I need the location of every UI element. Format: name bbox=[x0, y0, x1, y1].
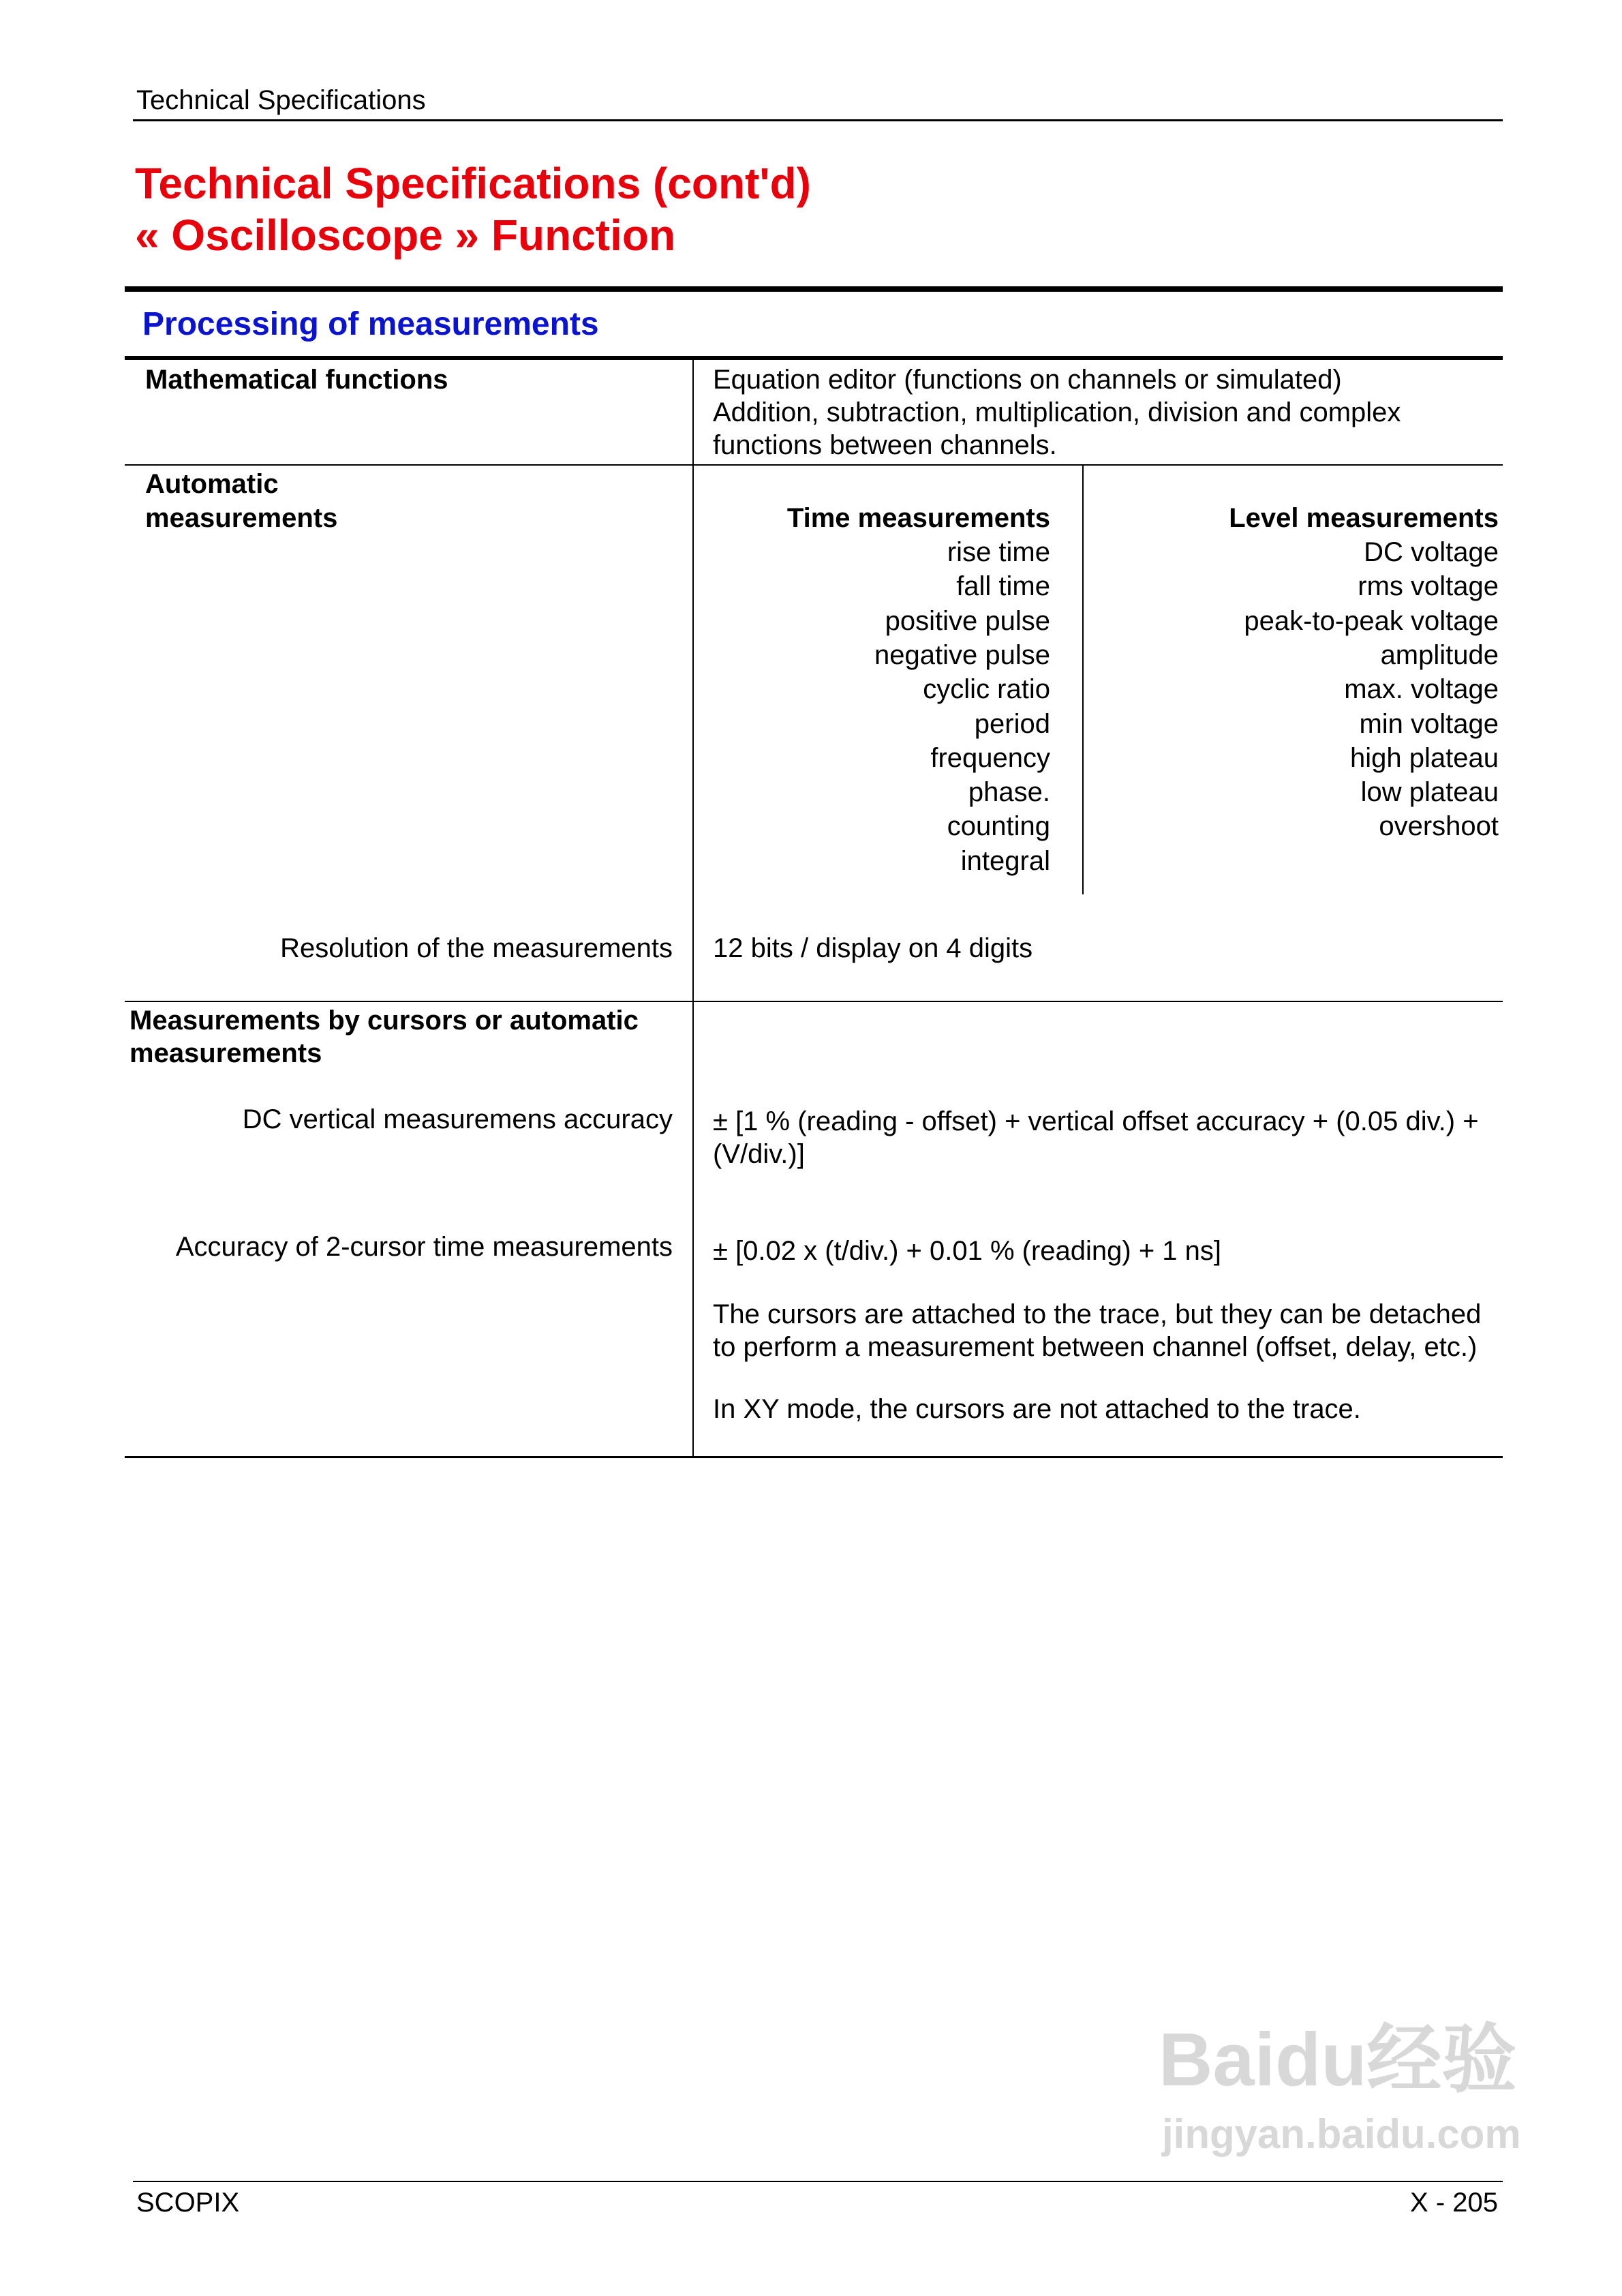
time-accuracy-label: Accuracy of 2-cursor time measurements bbox=[175, 1232, 673, 1262]
footer-page-number: X - 205 bbox=[1410, 2188, 1498, 2218]
level-measurements-heading: Level measurements bbox=[1229, 503, 1499, 533]
measurement-item: rms voltage bbox=[1358, 571, 1499, 602]
running-header: Technical Specifications bbox=[136, 85, 426, 115]
measurement-item: overshoot bbox=[1379, 811, 1499, 842]
measurement-item: phase. bbox=[968, 777, 1050, 808]
table-top-rule bbox=[125, 356, 1503, 360]
row-value-line: Equation editor (functions on channels or simulated) bbox=[713, 365, 1342, 395]
measurement-item: cyclic ratio bbox=[923, 674, 1050, 705]
table-bottom-rule bbox=[125, 1456, 1503, 1458]
measurement-item: high plateau bbox=[1350, 742, 1499, 773]
section-title: Processing of measurements bbox=[142, 306, 599, 342]
watermark-url: jingyan.baidu.com bbox=[1162, 2111, 1521, 2157]
resolution-label: Resolution of the measurements bbox=[280, 933, 673, 963]
measurement-item: DC voltage bbox=[1364, 537, 1499, 567]
row-divider bbox=[125, 464, 1503, 466]
row-divider bbox=[125, 1001, 1503, 1002]
watermark-logo bbox=[1159, 2018, 1517, 2102]
cursor-note: The cursors are attached to the trace, but they can be detached bbox=[713, 1299, 1482, 1329]
measurement-item: low plateau bbox=[1360, 777, 1499, 808]
resolution-value: 12 bits / display on 4 digits bbox=[713, 933, 1033, 963]
row-label: Measurements by cursors or automatic bbox=[129, 1006, 639, 1036]
measurement-item: amplitude bbox=[1380, 639, 1499, 670]
measurement-item: integral bbox=[960, 845, 1050, 876]
watermark-text: Baidu经验 bbox=[1159, 2018, 1517, 2102]
column-divider bbox=[692, 360, 694, 1457]
measurement-item: counting bbox=[947, 811, 1050, 842]
measurement-item: peak-to-peak voltage bbox=[1244, 605, 1499, 636]
measurement-item: fall time bbox=[956, 571, 1050, 602]
measurement-item: negative pulse bbox=[874, 639, 1050, 670]
measurement-item: min voltage bbox=[1359, 708, 1499, 739]
measurement-item: max. voltage bbox=[1344, 674, 1499, 705]
title-rule bbox=[125, 286, 1503, 292]
measurement-item: frequency bbox=[930, 742, 1050, 773]
xy-mode-note: In XY mode, the cursors are not attached to the trace. bbox=[713, 1394, 1361, 1424]
row-label: measurements bbox=[129, 1038, 322, 1068]
header-rule bbox=[133, 119, 1503, 121]
row-label: Automatic bbox=[145, 469, 279, 499]
dc-accuracy-value: ± [1 % (reading - offset) + vertical offset accuracy + (0.05 div.) + bbox=[713, 1106, 1479, 1136]
footer-rule bbox=[133, 2181, 1503, 2182]
row-label: Mathematical functions bbox=[145, 365, 448, 395]
row-label: measurements bbox=[145, 503, 338, 533]
page-title-line2: « Oscilloscope » Function bbox=[135, 211, 676, 260]
dc-accuracy-value: (V/div.)] bbox=[713, 1139, 805, 1169]
measurement-item: rise time bbox=[947, 537, 1050, 567]
cursor-note: to perform a measurement between channel (offset, delay, etc.) bbox=[713, 1332, 1478, 1362]
row-value-line: Addition, subtraction, multiplication, division and complex bbox=[713, 397, 1401, 427]
dc-accuracy-label: DC vertical measuremens accuracy bbox=[242, 1104, 673, 1134]
inner-column-divider bbox=[1082, 465, 1084, 894]
measurement-item: positive pulse bbox=[885, 605, 1050, 636]
measurement-item: period bbox=[974, 708, 1050, 739]
time-accuracy-value: ± [0.02 x (t/div.) + 0.01 % (reading) + 1 ns] bbox=[713, 1236, 1222, 1266]
row-value-line: functions between channels. bbox=[713, 430, 1057, 460]
footer-product: SCOPIX bbox=[136, 2188, 240, 2218]
page-title-line1: Technical Specifications (cont'd) bbox=[135, 159, 811, 208]
time-measurements-heading: Time measurements bbox=[786, 503, 1050, 533]
